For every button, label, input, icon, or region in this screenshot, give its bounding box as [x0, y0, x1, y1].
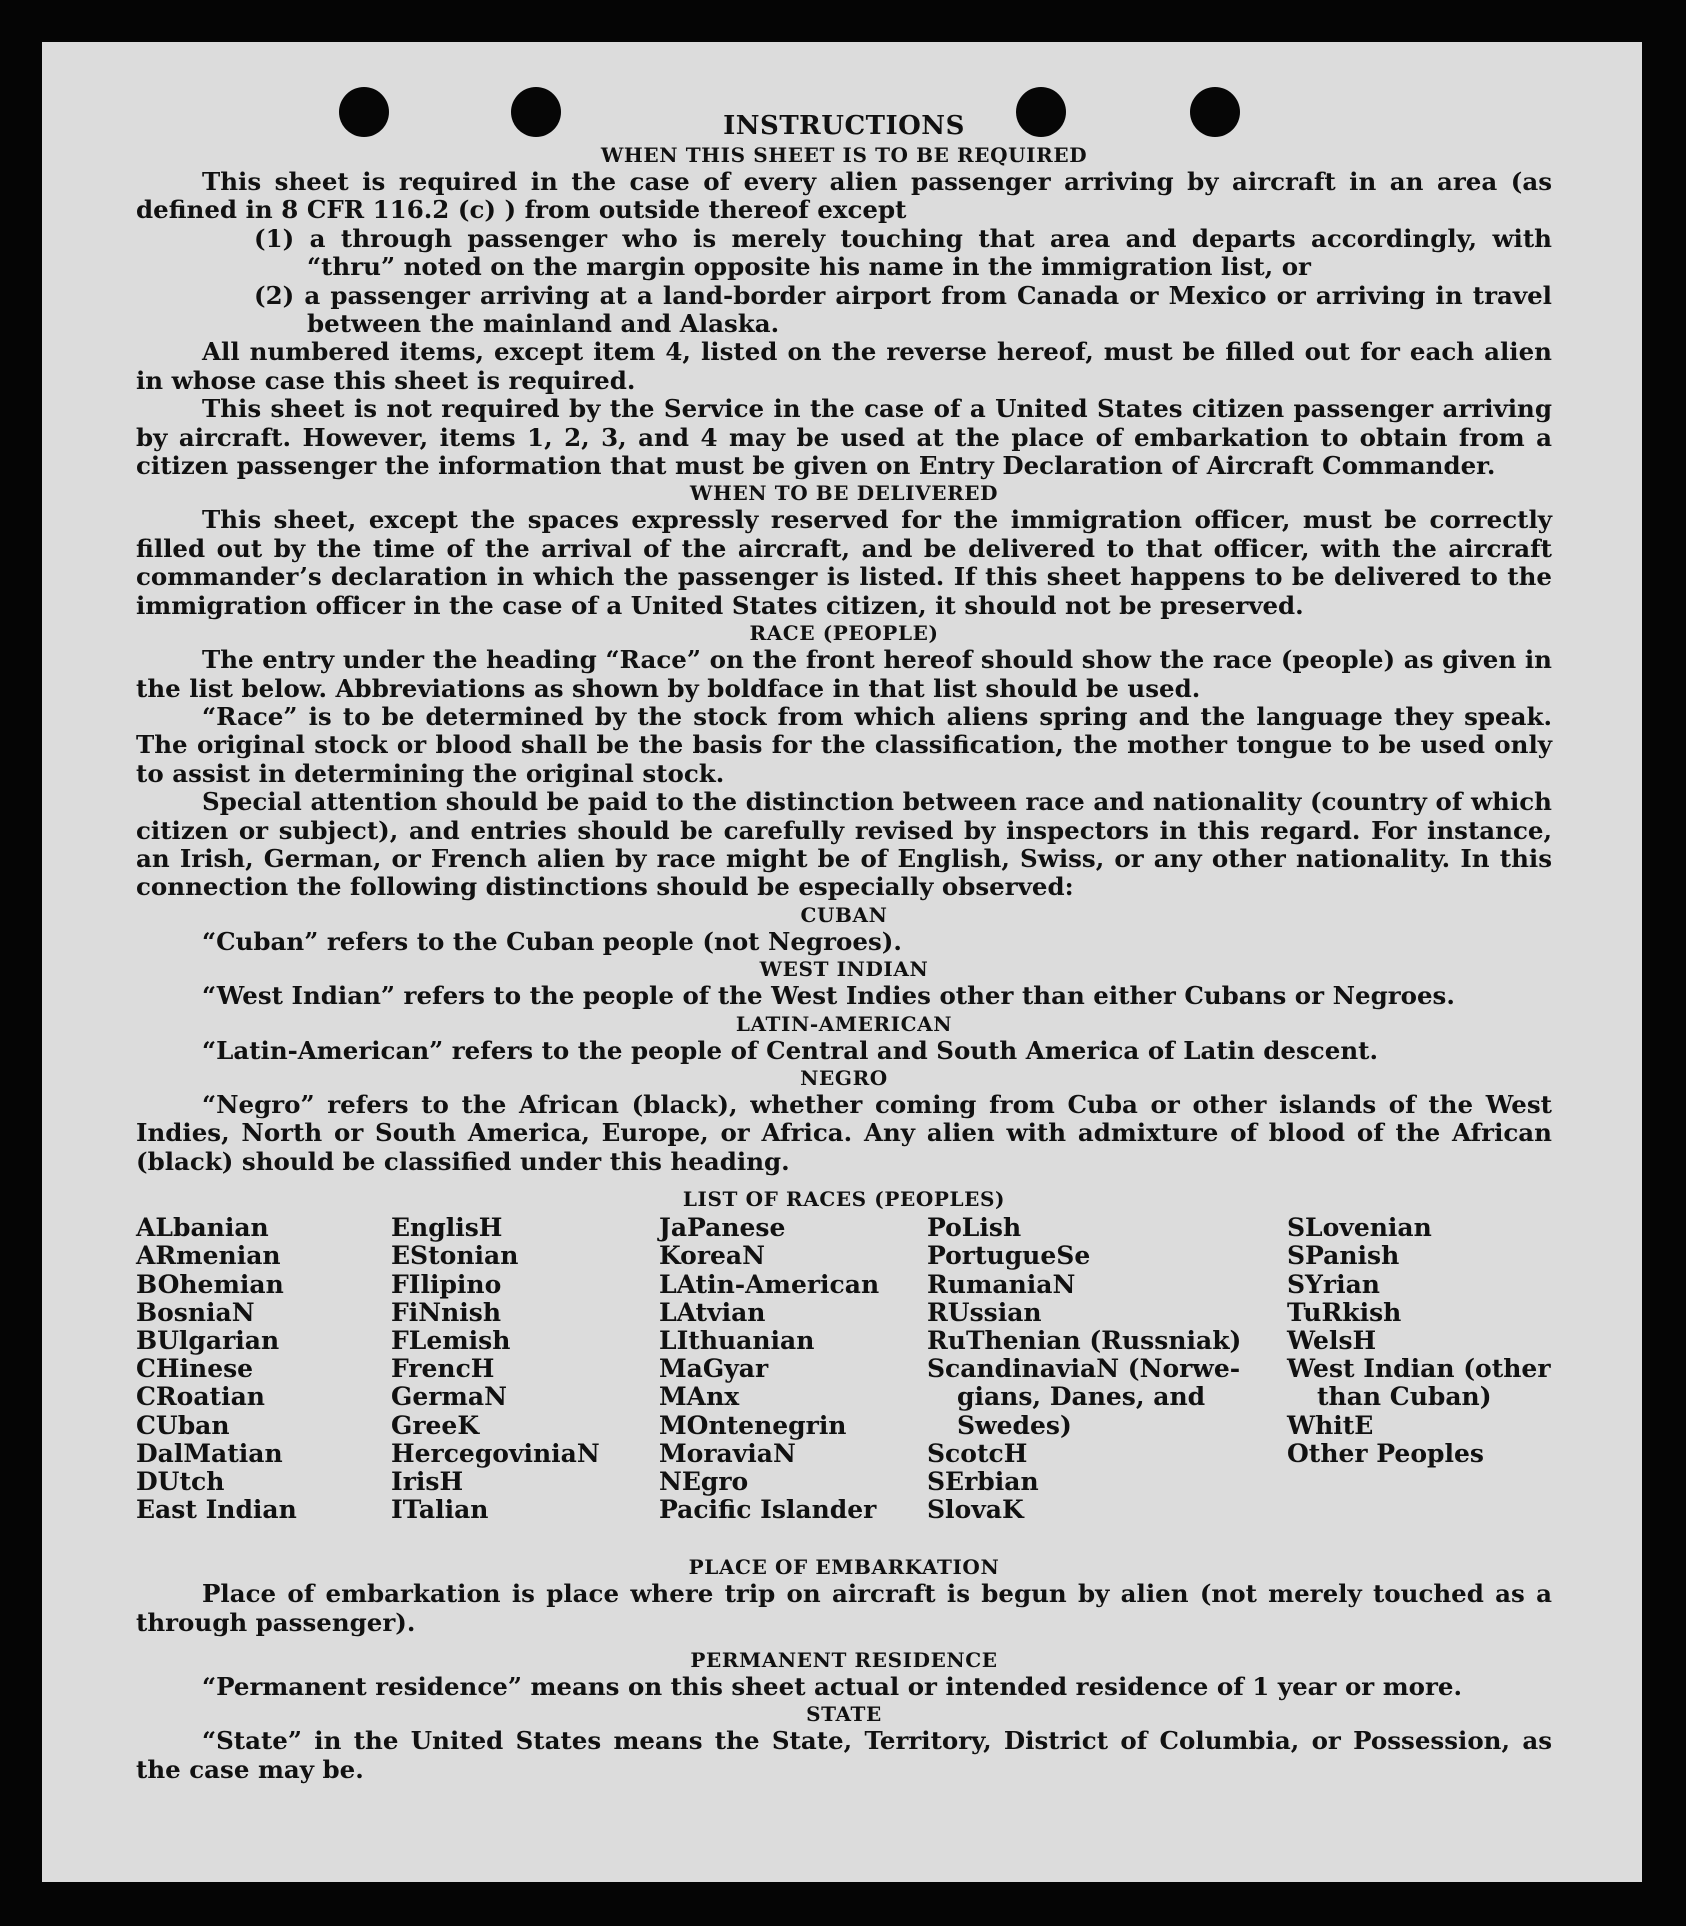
race-item: WhitE [1287, 1410, 1374, 1440]
paragraph: “West Indian” refers to the people of the West Indies other than either Cubans or Negroes. [202, 981, 1455, 1011]
race-item: BosniaN [136, 1297, 255, 1327]
race-item: FLemish [391, 1326, 511, 1355]
section-heading: CUBAN [800, 902, 888, 927]
race-item: SLovenian [1287, 1213, 1432, 1243]
race-item: MoraviaN [659, 1438, 796, 1468]
race-item: JaPanese [659, 1213, 786, 1243]
section-heading: WHEN THIS SHEET IS TO BE REQUIRED [600, 143, 1088, 167]
race-item: SErbian [927, 1467, 1039, 1497]
race-item: FiNnish [391, 1297, 502, 1327]
race-column-4 [927, 1214, 1241, 1524]
race-item: Pacific Islander [659, 1495, 877, 1525]
race-item: CUban [136, 1410, 230, 1440]
race-item: LAtin-American [659, 1269, 880, 1299]
race-item: ARmenian [136, 1241, 281, 1271]
paragraph: This sheet is required in the case of every alien passenger arriving by aircraft in an area (as defined in 8 CFR 116.2 (c) ) from outside thereof except [136, 167, 1552, 225]
page-title: INSTRUCTIONS [723, 111, 965, 141]
race-item: EStonian [391, 1241, 519, 1271]
section-heading: RACE (PEOPLE) [749, 621, 939, 646]
race-item: GreeK [391, 1410, 480, 1440]
instructions-body [136, 106, 1552, 1784]
race-item: EnglisH [391, 1213, 503, 1243]
list-item: (1) a through passenger who is merely touching that area and departs accordingly, with “thru” noted on the margin opposite his name in the immigration list, or [254, 223, 1552, 282]
race-item: LIthuanian [659, 1326, 815, 1355]
race-column-5 [1287, 1214, 1551, 1468]
race-item: MOntenegrin [659, 1410, 847, 1440]
section-heading: LIST OF RACES (PEOPLES) [682, 1187, 1006, 1212]
paragraph: This sheet, except the spaces expressly reserved for the immigration officer, must be correctly filled out by the time of the arrival of the aircraft, and be delivered to that officer, with the aircraft commander’s declaration in which the passenger is listed. If this sheet happens to be delivered to the immigration officer in the case of a United States citizen, it should not be preserved. [136, 505, 1552, 620]
race-item: KoreaN [659, 1241, 765, 1271]
paragraph: “Negro” refers to the African (black), whether coming from Cuba or other islands of the West Indies, North or South America, Europe, or Africa. Any alien with admixture of blood of the African (black) should be classified under this heading. [136, 1089, 1552, 1176]
paragraph: “Permanent residence” means on this sheet actual or intended residence of 1 year or more. [202, 1672, 1463, 1701]
paragraph: “Latin-American” refers to the people of Central and South America of Latin descent. [202, 1035, 1378, 1065]
race-item: RUssian [927, 1297, 1042, 1327]
race-column-1 [136, 1214, 297, 1524]
race-item: than Cuban) [1317, 1382, 1492, 1412]
race-item: RumaniaN [927, 1269, 1076, 1299]
race-item: West Indian (other [1287, 1354, 1551, 1384]
race-item: RuThenian (Russniak) [927, 1326, 1242, 1355]
section-heading: WEST INDIAN [759, 957, 929, 982]
race-item: TuRkish [1287, 1297, 1402, 1327]
paragraph: Special attention should be paid to the distinction between race and nationality (country of which citizen or subject), and entries should be carefully revised by inspectors in this regard. For instance, an Irish, German, or French alien by race might be of English, Swiss, or any other nationality. In this connection the following distinctions should be especially observed: [136, 787, 1552, 902]
race-item: PoLish [927, 1213, 1022, 1243]
race-item: MAnx [659, 1382, 740, 1412]
list-item: (2) a passenger arriving at a land-border airport from Canada or Mexico or arriving in travel between the mainland and Alaska. [254, 280, 1552, 339]
race-item: Swedes) [957, 1410, 1072, 1440]
race-item: ITalian [391, 1495, 489, 1525]
section-heading: PLACE OF EMBARKATION [688, 1555, 1000, 1580]
race-item: gians, Danes, and [957, 1382, 1206, 1412]
race-item: NEgro [659, 1467, 749, 1497]
paragraph: “State” in the United States means the State, Territory, District of Columbia, or Possession, as the case may be. [136, 1726, 1552, 1784]
race-item: East Indian [136, 1495, 297, 1525]
section-heading: PERMANENT RESIDENCE [690, 1648, 998, 1672]
race-item: PortugueSe [927, 1241, 1091, 1271]
race-item: BOhemian [136, 1269, 284, 1299]
race-item: ScandinaviaN (Norwe- [927, 1354, 1241, 1384]
paragraph: The entry under the heading “Race” on the front hereof should show the race (people) as given in the list below. Abbreviations as shown by boldface in that list should be used. [136, 645, 1552, 703]
paragraph: Place of embarkation is place where trip on aircraft is begun by alien (not merely touched as a through passenger). [136, 1579, 1552, 1637]
race-item: SlovaK [927, 1495, 1024, 1525]
race-item: Other Peoples [1287, 1438, 1484, 1468]
section-heading: WHEN TO BE DELIVERED [689, 481, 999, 506]
paragraph: All numbered items, except item 4, listed on the reverse hereof, must be filled out for each alien in whose case this sheet is required. [136, 337, 1552, 395]
paragraph: This sheet is not required by the Service in the case of a United States citizen passenger arriving by aircraft. However, items 1, 2, 3, and 4 may be used at the place of embarkation to obtain from a citizen passenger the information that must be given on Entry Declaration of Aircraft Commander. [136, 394, 1552, 481]
race-column-3 [659, 1214, 879, 1524]
race-item: CHinese [136, 1354, 254, 1384]
race-item: WelsH [1287, 1326, 1377, 1355]
race-item: CRoatian [136, 1382, 265, 1412]
race-item: MaGyar [659, 1354, 769, 1384]
section-heading: NEGRO [800, 1065, 888, 1090]
race-item: FIlipino [391, 1269, 502, 1299]
race-item: SYrian [1287, 1269, 1380, 1299]
race-item: DUtch [136, 1467, 225, 1497]
paragraph: “Race” is to be determined by the stock from which aliens spring and the language they speak. The original stock or blood shall be the basis for the classification, the mother tongue to be used only to assist in determining the original stock. [136, 701, 1552, 788]
race-item: BUlgarian [136, 1326, 280, 1355]
section-heading: LATIN-AMERICAN [735, 1011, 953, 1036]
paragraph: “Cuban” refers to the Cuban people (not Negroes). [202, 926, 902, 956]
race-item: ScotcH [927, 1438, 1028, 1468]
race-item: DalMatian [136, 1438, 283, 1468]
race-list [136, 1214, 1552, 1554]
document-page [42, 42, 1642, 1882]
race-item: FrencH [391, 1354, 495, 1384]
section-heading: STATE [806, 1702, 882, 1727]
race-item: SPanish [1287, 1241, 1400, 1271]
race-item: IrisH [391, 1467, 464, 1497]
race-item: GermaN [391, 1382, 507, 1412]
race-item: HercegoviniaN [391, 1438, 600, 1468]
race-column-2 [391, 1214, 600, 1524]
race-item: LAtvian [659, 1297, 766, 1327]
race-item: ALbanian [136, 1213, 269, 1243]
